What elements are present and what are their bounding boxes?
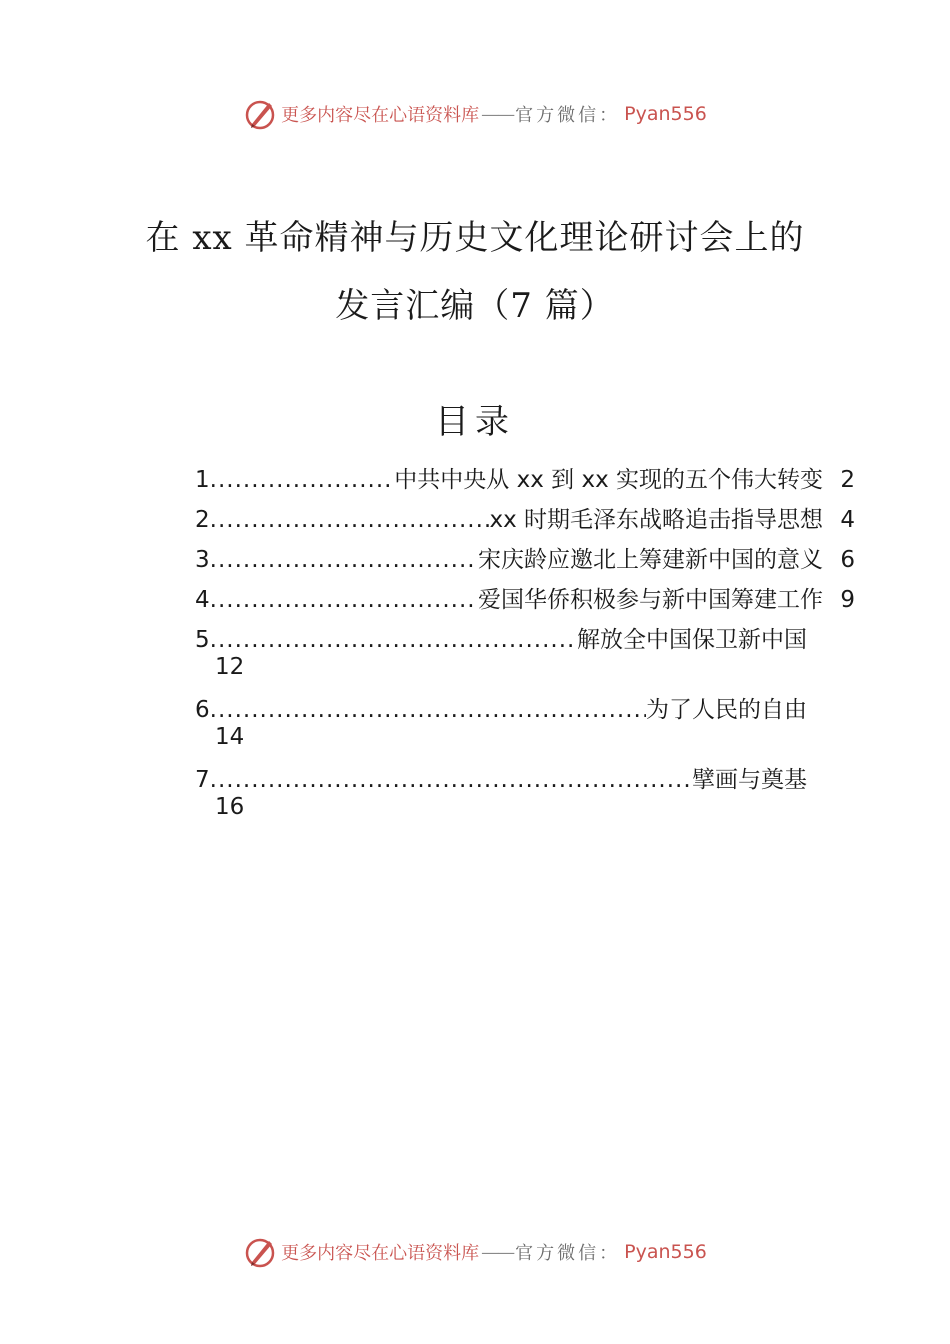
toc-heading: 目录	[435, 402, 515, 442]
toc-entry[interactable]	[195, 620, 855, 690]
banner-wechat-label: 官方微信：	[515, 105, 621, 126]
toc-title: 解放全中国保卫新中国	[577, 627, 807, 653]
document-title-line2: 发言汇编（7 篇）	[335, 286, 615, 326]
toc-number: 6	[195, 697, 210, 723]
toc-number: 5	[195, 627, 210, 653]
toc-title: 爱国华侨积极参与新中国筹建工作	[478, 587, 823, 613]
toc-entry[interactable]	[195, 690, 855, 760]
toc-page: 2	[840, 467, 855, 493]
toc-leader-dots	[210, 580, 478, 620]
toc-page: 6	[840, 547, 855, 573]
banner-separator: ——	[481, 103, 514, 125]
toc-entry[interactable]	[195, 580, 855, 620]
footer-banner	[0, 1232, 950, 1272]
pen-logo-icon	[243, 97, 277, 131]
toc-number: 2	[195, 507, 210, 533]
toc-entry[interactable]	[195, 460, 855, 500]
toc-title: 中共中央从 xx 到 xx 实现的五个伟大转变	[394, 467, 823, 493]
toc-number: 4	[195, 587, 210, 613]
toc-number: 1	[195, 467, 210, 493]
header-banner	[0, 94, 950, 134]
document-title-line1: 在 xx 革命精神与历史文化理论研讨会上的	[145, 218, 805, 258]
toc-title: xx 时期毛泽东战略追击指导思想	[489, 507, 823, 533]
toc-page: 14	[215, 724, 245, 750]
toc-title: 擘画与奠基	[692, 767, 807, 793]
toc-title: 为了人民的自由	[646, 697, 807, 723]
toc-entry[interactable]	[195, 500, 855, 540]
toc-number: 3	[195, 547, 210, 573]
toc-page: 9	[840, 587, 855, 613]
banner-wechat-id: Pyan556	[624, 103, 707, 125]
toc-page: 12	[215, 654, 245, 680]
banner-text: 更多内容尽在心语资料库	[281, 105, 480, 126]
toc-page: 16	[215, 794, 245, 820]
toc-leader-dots	[210, 540, 478, 580]
toc-entry[interactable]	[195, 760, 855, 830]
banner-wechat-id: Pyan556	[624, 1241, 707, 1263]
toc-leader-dots	[210, 620, 577, 660]
toc-number: 7	[195, 767, 210, 793]
toc-entry[interactable]	[195, 540, 855, 580]
toc-title: 宋庆龄应邀北上筹建新中国的意义	[478, 547, 823, 573]
banner-wechat-label: 官方微信：	[515, 1243, 621, 1264]
toc-leader-dots	[210, 690, 646, 730]
pen-logo-icon	[243, 1235, 277, 1269]
toc-page: 4	[840, 507, 855, 533]
banner-separator: ——	[481, 1241, 514, 1263]
toc-leader-dots	[210, 760, 692, 800]
toc-leader-dots	[210, 500, 490, 540]
table-of-contents	[195, 460, 855, 830]
banner-text: 更多内容尽在心语资料库	[281, 1243, 480, 1264]
toc-leader-dots	[210, 460, 395, 500]
